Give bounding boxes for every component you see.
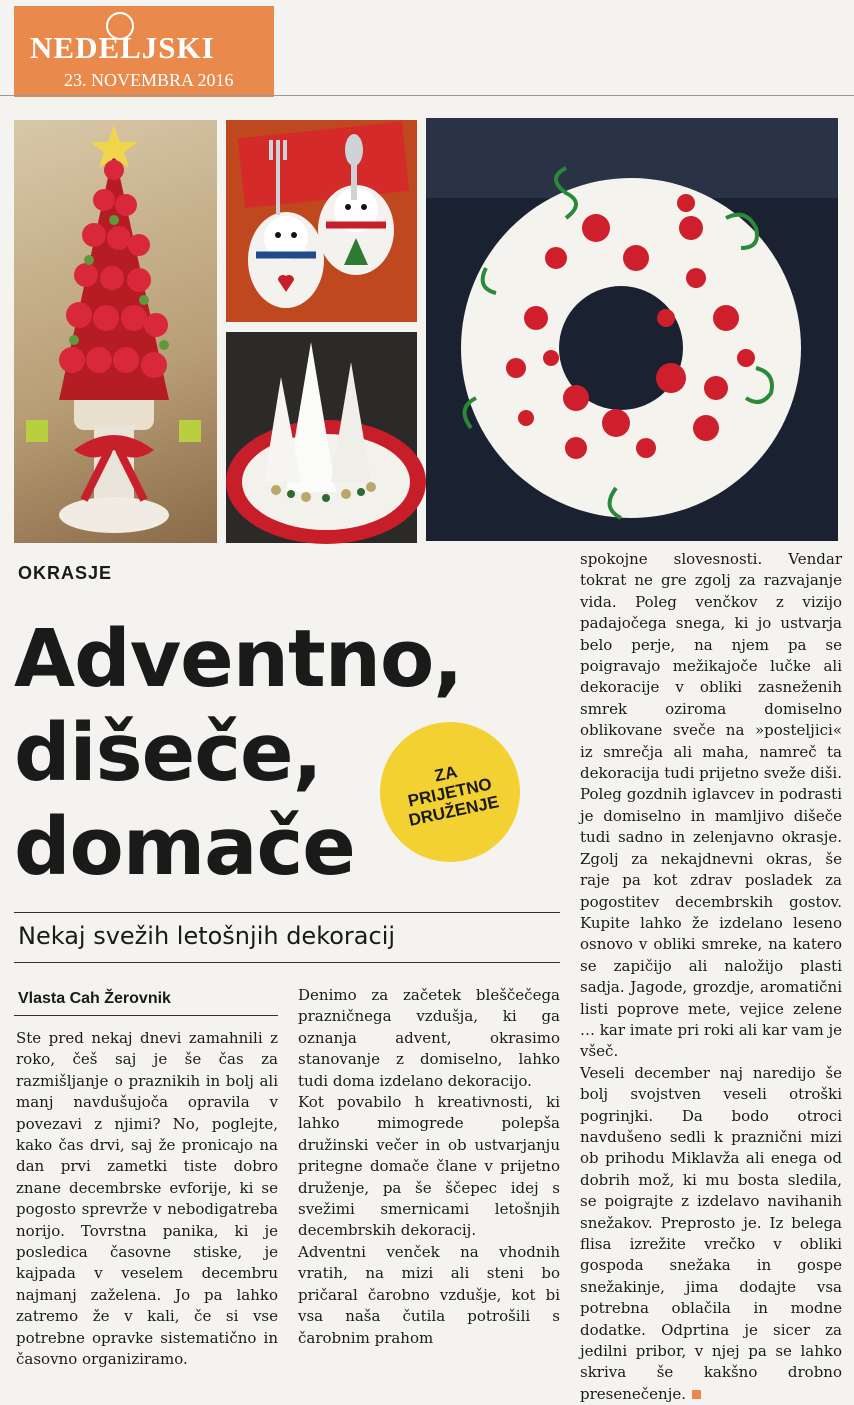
end-mark-icon (692, 1390, 701, 1399)
article-column-2: Denimo za začetek bleščečega prazničnega vzdušja, ki ga oznanja advent, okrasimo stanovanje z domiselno, lahko tudi doma izdelano dekoracijo. Kot povabilo h kreativnosti, ki lahko mimogrede polepša družinski večer in ob ustvarjanju pritegne domače člane v prijetno druženje, pa še ščepec idej s svežimi smernicami letošnjih decembrskih dekoracij. Adventni venček na vhodnih vratih, na mizi ali steni bo pričaral čarobno vzdušje, kot bi vsa naša čutila potrošili s čarobnim prahom (298, 986, 560, 1347)
subtitle-bottom-rule (14, 962, 560, 963)
issue-date: 23. NOVEMBRA 2016 (64, 70, 234, 90)
snowman-cutlery-photo (226, 120, 417, 322)
subtitle: Nekaj svežih letošnjih dekoracij (18, 922, 396, 950)
headline-line-2: dišeče, (14, 707, 322, 799)
headline-line-3: domače (14, 801, 355, 893)
header-rule (0, 95, 854, 96)
feather-wreath-illustration (426, 118, 838, 541)
headline (14, 612, 463, 894)
strawberry-tree-illustration (14, 120, 217, 543)
article-column-3 (580, 549, 842, 1405)
badge (380, 722, 520, 862)
article-column-3-text: spokojne slovesnosti. Vendar tokrat ne gre zgolj za razvajanje vida. Poleg venčkov z vizijo padajočega snega, ki jo ustvarja belo perje, na njem pa se poigravajo mežikajoče lučke ali dekoracije v obliki zasneženih smrek oziroma domiselno oblikovane sveče na »posteljici« iz smrečja ali maha, namreč ta dekoracija tudi prijetno sveže diši. Poleg gozdnih iglavcev in podrasti je domiselno in mamljivo dišeče tudi sadno in zelenjavno okrasje. Zgolj za nekajdnevni okras, še raje pa kot zdrav posladek za pogostitev decembrskih gostov. Kupite lahko že izdelano leseno osnovo v obliki smreke, na katero se zapičijo ali naložijo plasti sadja. Jagode, grozdje, aromatični listi poprove mete, vejice zelene … kar imate pri roki ali kar vam je všeč. Veseli december naj naredijo še bolj svojstven veseli otroški pogrinjki. Da bodo otroci navdušeno sedli k praznični mizi ob prihodu Miklavža ali enega od dobrih mož, ki mu bosta sledila, se poigrajte z izdelavo navihanih snežakov. Preprosto je. Iz belega flisa izrežite vrečko v obliki gospoda snežaka in gospe snežakinje, jima dodajte vsa potrebna oblačila in modne dodatke. Odprtina je sicer za jedilni pribor, v njej pa se lahko skriva še kakšno drobno presenečenje. (580, 550, 842, 1403)
strawberry-tree-photo (14, 120, 217, 543)
author-byline: Vlasta Cah Žerovnik (18, 990, 171, 1007)
subtitle-top-rule (14, 912, 560, 913)
section-label: OKRASJE (18, 563, 113, 583)
article-column-1: Ste pred nekaj dnevi zamahnili z roko, češ saj je še čas za razmišljanje o praznikih in bolj ali manj navdušujoča opravila v povezavi z njimi? No, poglejte, kako čas drvi, saj že pronicajo na dan prvi zametki tiste dobro znane decembrske evforije, ki se pogosto sprevrže v nebodigatreba norijo. Tovrstna panika, ki je posledica časovne stiske, je kajpada v veselem decembru najmanj zaželena. Jo pa lahko zatremo že v kali, če si vse potrebne opravke sistematično in časovno organiziramo. (16, 1029, 278, 1369)
headline-line-1: Adventno, (14, 613, 463, 705)
masthead (14, 6, 274, 97)
white-trees-illustration (226, 332, 417, 543)
masthead-name: NEDELJSKI (30, 30, 215, 65)
snowman-pouch-illustration (226, 120, 417, 322)
author-rule (14, 1015, 278, 1016)
feather-wreath-photo (426, 118, 838, 541)
white-trees-photo (226, 332, 417, 543)
badge-text: ZA PRIJETNO DRUŽENJE (406, 761, 501, 830)
